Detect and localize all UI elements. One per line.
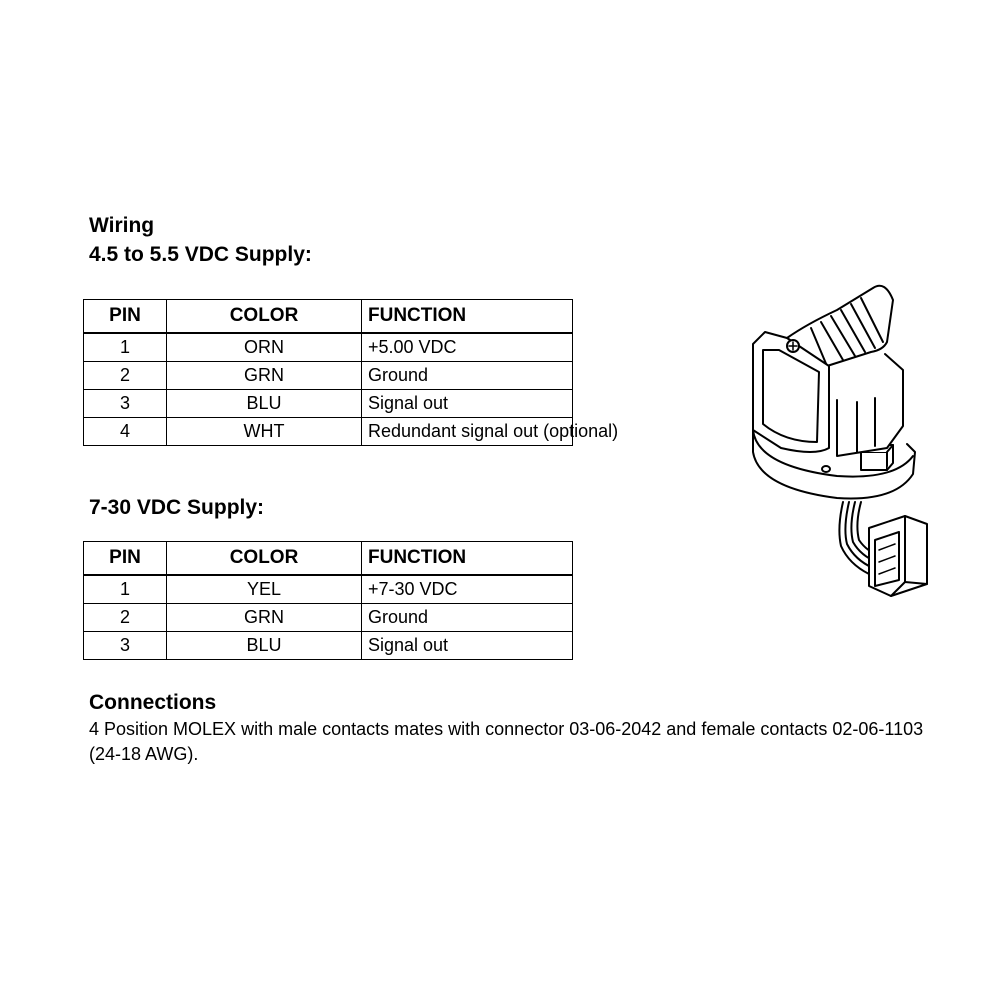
table-header-row [84,300,573,334]
color-cell: BLU [167,390,362,418]
connections-heading: Connections [89,691,217,714]
color-cell: GRN [167,604,362,632]
pin-cell: 1 [84,333,167,362]
wiring-table-4-5vdc [83,299,619,446]
pin-cell: 1 [84,575,167,604]
table-row [84,604,573,632]
pin-cell: 3 [84,632,167,660]
table-row [84,575,573,604]
color-cell: WHT [167,418,362,446]
color-cell: GRN [167,362,362,390]
table-row [84,390,573,418]
function-header: FUNCTION [362,542,573,576]
supply-7-30-heading: 7-30 VDC Supply: [89,496,265,519]
pin-cell: 3 [84,390,167,418]
function-cell: Signal out [362,632,573,660]
table-row [84,418,573,446]
function-cell: +5.00 VDC [362,333,573,362]
color-cell: ORN [167,333,362,362]
function-header: FUNCTION [362,300,573,334]
function-cell: Redundant signal out (optional) [362,418,573,446]
color-header: COLOR [167,300,362,334]
function-cell: Ground [362,604,573,632]
pin-cell: 2 [84,604,167,632]
wiring-heading: Wiring [89,214,155,237]
function-cell: Ground [362,362,573,390]
pin-cell: 4 [84,418,167,446]
pin-cell: 2 [84,362,167,390]
pin-header: PIN [84,300,167,334]
table-row [84,333,573,362]
supply-4-5-heading: 4.5 to 5.5 VDC Supply: [89,243,312,266]
table-row [84,362,573,390]
wiring-table-7-30vdc [83,541,573,660]
sensor-connector-drawing-icon [745,280,945,600]
color-cell: BLU [167,632,362,660]
function-cell: +7-30 VDC [362,575,573,604]
color-header: COLOR [167,542,362,576]
function-cell: Signal out [362,390,573,418]
color-cell: YEL [167,575,362,604]
pin-header: PIN [84,542,167,576]
table-header-row [84,542,573,576]
table-row [84,632,573,660]
connections-text: 4 Position MOLEX with male contacts mates with connector 03-06-2042 and female contacts 02-06-1103 (24-18 AWG). [89,719,924,764]
